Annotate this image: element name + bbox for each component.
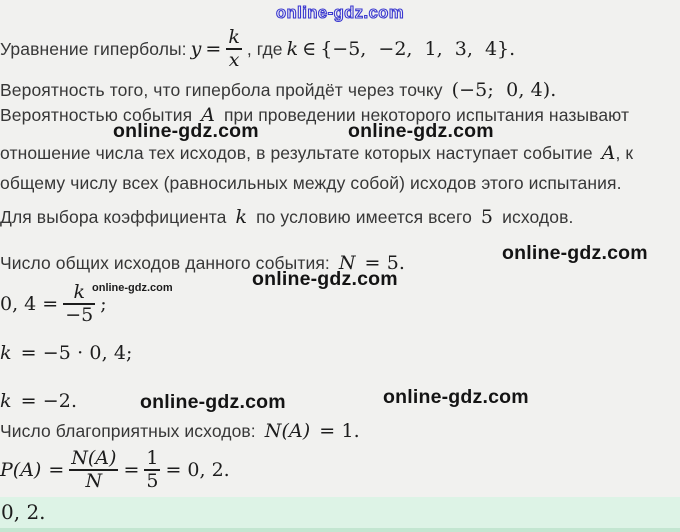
pa-equals-2: = <box>123 459 140 481</box>
fraction-denominator: x <box>228 48 240 71</box>
watermark-right: online-gdz.com <box>502 242 648 264</box>
event-a-symbol-2: A <box>601 142 616 164</box>
pa-result: = 0, 2. <box>165 459 230 481</box>
choice-mid: по условию имеется всего <box>256 207 472 227</box>
probability-text: Вероятность того, что гипербола пройдёт через точку <box>0 80 443 100</box>
fraction-numerator: k <box>228 26 240 49</box>
equation-where: , где <box>246 39 283 59</box>
watermark-small: online-gdz.com <box>92 282 173 294</box>
probability-line <box>0 79 556 101</box>
formula-2 <box>0 342 133 364</box>
answer-band-stripe <box>0 528 680 532</box>
watermark-mid-left: online-gdz.com <box>113 120 259 142</box>
fraction-1-over-5 <box>144 448 160 492</box>
math-equals: = <box>205 38 222 60</box>
formula3-rest: = −2. <box>20 390 78 412</box>
choice-post: исходов. <box>502 207 574 227</box>
element-of-symbol: ∈ <box>302 38 317 60</box>
math-k: k <box>286 38 299 60</box>
favourable-line <box>0 420 360 442</box>
total-label: Число общих исходов данного события: <box>0 253 330 273</box>
coefficient-k-symbol: k <box>235 206 248 228</box>
outcome-count: 5 <box>480 206 494 228</box>
choice-line <box>0 206 573 228</box>
n-symbol: N <box>338 252 356 274</box>
definition-line-1 <box>0 104 629 126</box>
na-value: = 1. <box>319 420 360 442</box>
favourable-label: Число благоприятных исходов: <box>0 421 256 441</box>
formula-1 <box>0 278 107 330</box>
probability-point: (−5; 0, 4). <box>451 79 557 101</box>
formula1-semicolon: ; <box>100 293 107 315</box>
na-symbol: N(A) <box>264 420 311 442</box>
fraction1-denominator: −5 <box>65 303 94 326</box>
definition-part2: при проведении некоторого испытания называют <box>223 105 630 125</box>
pa-symbol: P(A) <box>0 459 42 481</box>
math-y: y <box>190 38 202 60</box>
pa-equals-1: = <box>48 459 65 481</box>
definition-part5: общему числу всех (равносильных между собой) исходов этого испытания. <box>0 173 622 193</box>
fraction-k-over-minus5 <box>63 282 95 326</box>
formula3-k: k <box>0 390 12 412</box>
answer-band <box>0 497 680 532</box>
definition-part3: отношение числа тех исходов, в результате которых наступает событие <box>0 143 593 163</box>
fraction2-denominator: N <box>85 469 103 492</box>
definition-part4: , к <box>615 143 634 163</box>
equation-line <box>0 24 515 74</box>
definition-line-2 <box>0 142 633 164</box>
watermark-low-right: online-gdz.com <box>383 386 529 408</box>
watermark-mid-right: online-gdz.com <box>348 120 494 142</box>
k-value-set: {−5, −2, 1, 3, 4}. <box>320 38 516 60</box>
fraction-k-over-x <box>226 27 242 71</box>
event-a-symbol: A <box>201 104 215 126</box>
answer-value: 0, 2. <box>1 500 46 524</box>
definition-line-3 <box>0 172 622 194</box>
formula2-k: k <box>0 342 12 364</box>
formula1-lhs: 0, 4 = <box>0 293 59 315</box>
fraction3-denominator: 5 <box>146 469 159 492</box>
equation-label: Уравнение гиперболы: <box>0 39 187 59</box>
choice-pre: Для выбора коэффициента <box>0 207 227 227</box>
probability-formula <box>0 444 230 496</box>
n-value: = 5. <box>364 252 406 274</box>
watermark-center: online-gdz.com <box>252 268 398 290</box>
fraction-na-over-n <box>69 448 118 492</box>
watermark-top: online-gdz.com <box>276 4 404 22</box>
fraction3-numerator: 1 <box>146 447 159 470</box>
watermark-low-left: online-gdz.com <box>140 391 286 413</box>
formula-3 <box>0 390 77 412</box>
fraction2-numerator: N(A) <box>71 447 117 470</box>
definition-part1: Вероятностью события <box>0 105 193 125</box>
fraction1-numerator: k <box>73 281 85 304</box>
formula2-rest: = −5 · 0, 4; <box>20 342 133 364</box>
